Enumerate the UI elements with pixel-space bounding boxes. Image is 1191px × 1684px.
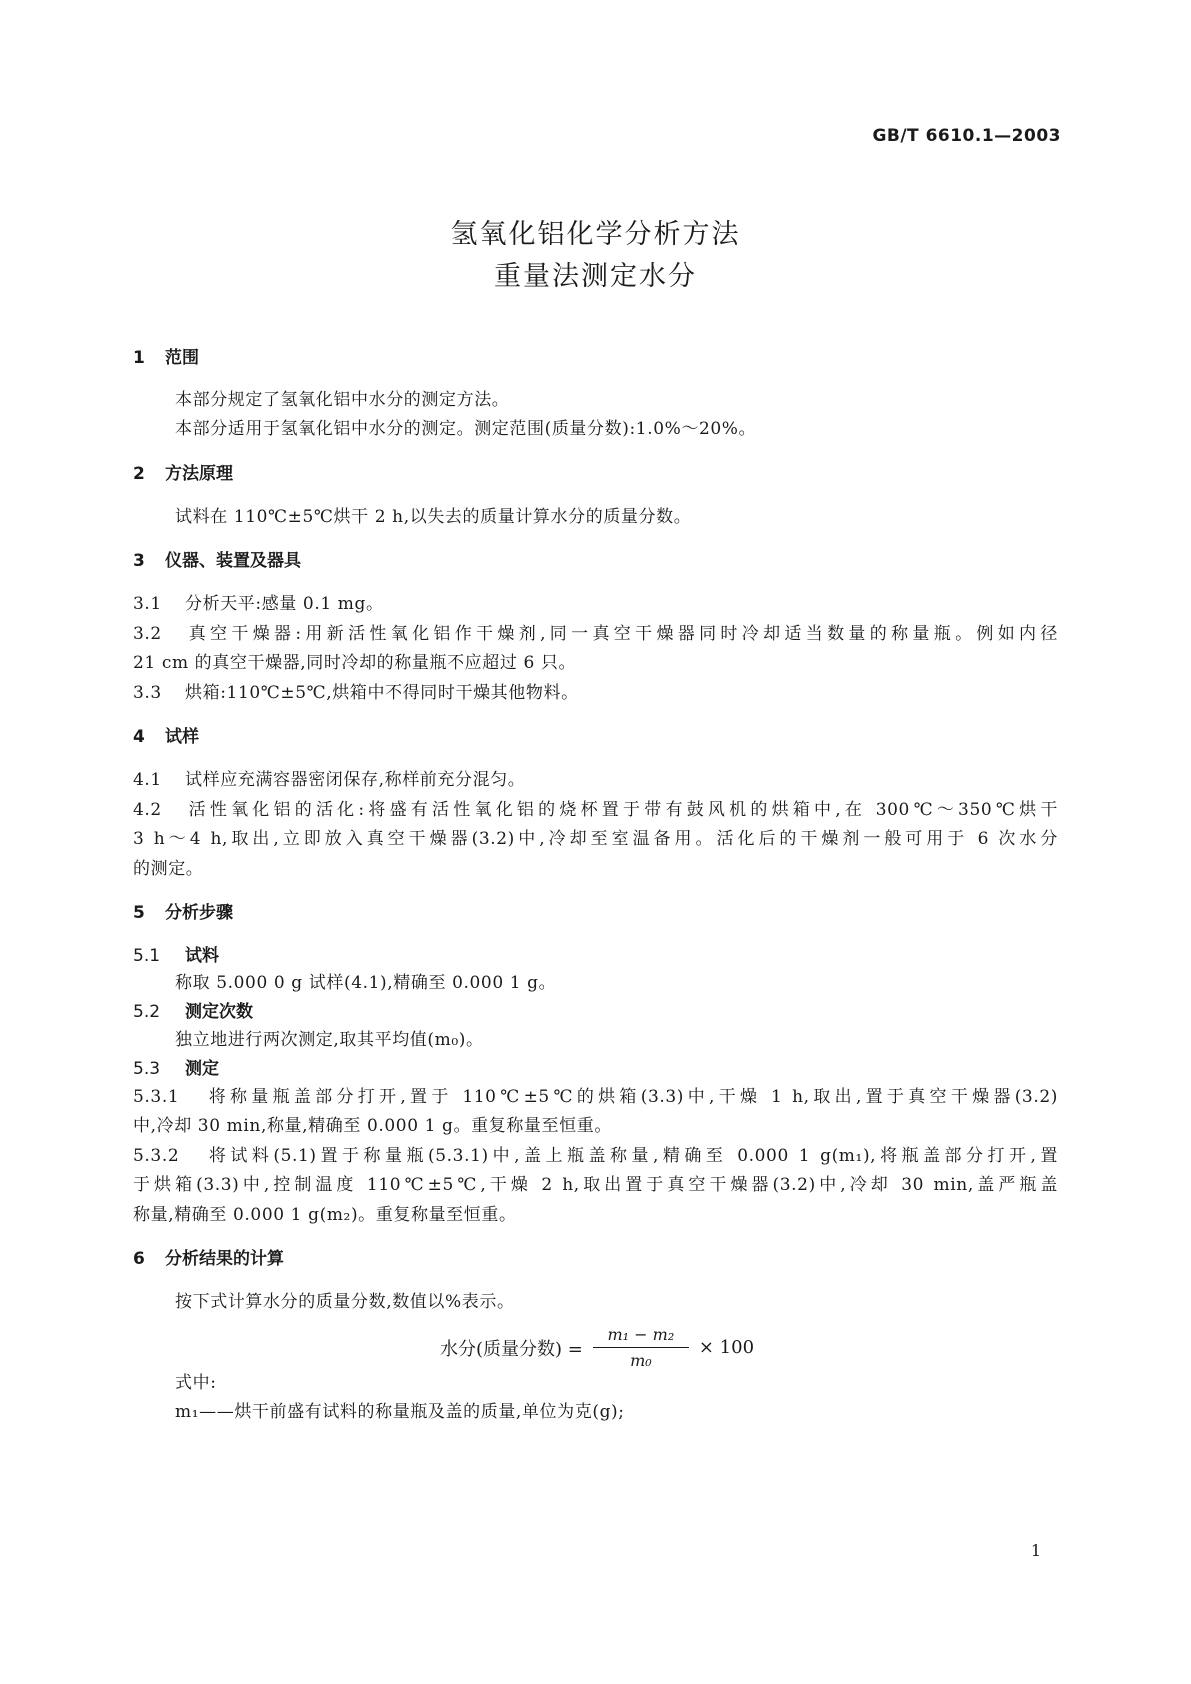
section-number: 2 <box>133 464 145 484</box>
clause-5-3-2-cont: 于烘箱(3.3)中,控制温度 110℃±5℃,干燥 2 h,取出置于真空干燥器(3.2)中,冷却 30 min,盖严瓶盖 <box>133 1175 1058 1195</box>
paragraph: 独立地进行两次测定,取其平均值(m₀)。 <box>175 1030 484 1050</box>
formula-denominator: m₀ <box>630 1351 652 1370</box>
clause-text: 真空干燥器:用新活性氧化铝作干燥剂,同一真空干燥器同时冷却适当数量的称量瓶。例如内径 <box>185 624 1058 644</box>
standard-number: GB/T 6610.1—2003 <box>872 126 1061 146</box>
subsection-number: 5.3 <box>133 1059 161 1079</box>
clause-4-2 <box>133 795 1058 820</box>
clause-5-3-1 <box>133 1082 1058 1107</box>
section-1-heading <box>133 343 199 368</box>
clause-number: 4.1 <box>133 770 162 790</box>
clause-4-1 <box>133 765 525 790</box>
formula-fraction <box>593 1325 689 1370</box>
section-2-heading <box>133 459 233 484</box>
clause-4-2-cont: 的测定。 <box>133 859 204 879</box>
section-5-heading <box>133 898 233 923</box>
section-title: 范围 <box>165 348 199 368</box>
section-4-heading <box>133 722 199 747</box>
section-title: 分析结果的计算 <box>165 1249 284 1269</box>
clause-number: 3.1 <box>133 594 162 614</box>
variable-definition-m1: m₁——烘干前盛有试料的称量瓶及盖的质量,单位为克(g); <box>175 1402 625 1422</box>
section-title: 仪器、装置及器具 <box>165 551 301 571</box>
clause-number: 5.3.2 <box>133 1146 180 1166</box>
clause-4-2-cont: 3 h～4 h,取出,立即放入真空干燥器(3.2)中,冷却至室温备用。活化后的干燥剂一般可用于 6 次水分 <box>133 829 1058 849</box>
subsection-title: 测定次数 <box>185 1002 253 1022</box>
paragraph: 本部分规定了氢氧化铝中水分的测定方法。 <box>175 390 510 410</box>
subsection-5-1-heading <box>133 941 219 966</box>
clause-text: 试样应充满容器密闭保存,称样前充分混匀。 <box>185 770 526 790</box>
moisture-formula <box>440 1325 754 1370</box>
section-title: 方法原理 <box>165 464 233 484</box>
clause-3-3 <box>133 678 579 703</box>
subsection-number: 5.2 <box>133 1002 161 1022</box>
section-title: 分析步骤 <box>165 903 233 923</box>
formula-rhs: × 100 <box>698 1337 755 1358</box>
subsection-number: 5.1 <box>133 946 161 966</box>
clause-3-2-cont: 21 cm 的真空干燥器,同时冷却的称量瓶不应超过 6 只。 <box>133 653 577 673</box>
clause-number: 5.3.1 <box>133 1087 180 1107</box>
clause-text: 分析天平:感量 0.1 mg。 <box>185 594 384 614</box>
where-label: 式中: <box>175 1373 217 1393</box>
section-number: 3 <box>133 551 145 571</box>
paragraph: 按下式计算水分的质量分数,数值以%表示。 <box>175 1292 515 1312</box>
section-3-heading <box>133 546 301 571</box>
clause-text: 烘箱:110℃±5℃,烘箱中不得同时干燥其他物料。 <box>185 683 579 703</box>
clause-number: 3.2 <box>133 624 162 644</box>
section-number: 5 <box>133 903 145 923</box>
section-number: 4 <box>133 727 145 747</box>
section-number: 1 <box>133 348 145 368</box>
clause-3-2 <box>133 619 1058 644</box>
paragraph: 试料在 110℃±5℃烘干 2 h,以失去的质量计算水分的质量分数。 <box>175 507 692 527</box>
section-title: 试样 <box>165 727 199 747</box>
subsection-title: 测定 <box>185 1059 219 1079</box>
clause-text: 活性氧化铝的活化:将盛有活性氧化铝的烧杯置于带有鼓风机的烘箱中,在 300℃～350℃烘干 <box>185 800 1058 820</box>
subsection-5-2-heading <box>133 997 253 1022</box>
clause-5-3-2-cont: 称量,精确至 0.000 1 g(m₂)。重复称量至恒重。 <box>133 1205 517 1225</box>
subsection-5-3-heading <box>133 1054 219 1079</box>
clause-number: 4.2 <box>133 800 162 820</box>
paragraph: 称取 5.000 0 g 试样(4.1),精确至 0.000 1 g。 <box>175 973 557 993</box>
section-number: 6 <box>133 1249 145 1269</box>
section-6-heading <box>133 1244 284 1269</box>
formula-numerator: m₁ − m₂ <box>607 1325 675 1344</box>
document-title-line2: 重量法测定水分 <box>494 261 697 292</box>
page-number: 1 <box>1030 1541 1041 1560</box>
clause-3-1 <box>133 589 384 614</box>
fraction-bar <box>593 1347 689 1348</box>
clause-text: 将称量瓶盖部分打开,置于 110℃±5℃的烘箱(3.3)中,干燥 1 h,取出,置于真空干燥器(3.2) <box>205 1087 1058 1107</box>
clause-5-3-1-cont: 中,冷却 30 min,称量,精确至 0.000 1 g。重复称量至恒重。 <box>133 1116 612 1136</box>
paragraph: 本部分适用于氢氧化铝中水分的测定。测定范围(质量分数):1.0%～20%。 <box>175 419 757 439</box>
clause-number: 3.3 <box>133 683 162 703</box>
clause-5-3-2 <box>133 1141 1058 1166</box>
clause-text: 将试料(5.1)置于称量瓶(5.3.1)中,盖上瓶盖称量,精确至 0.000 1 g(m₁),将瓶盖部分打开,置 <box>205 1146 1058 1166</box>
formula-lhs: 水分(质量分数) = <box>440 1338 583 1360</box>
subsection-title: 试料 <box>185 946 219 966</box>
document-title-line1: 氢氧化铝化学分析方法 <box>450 219 741 250</box>
